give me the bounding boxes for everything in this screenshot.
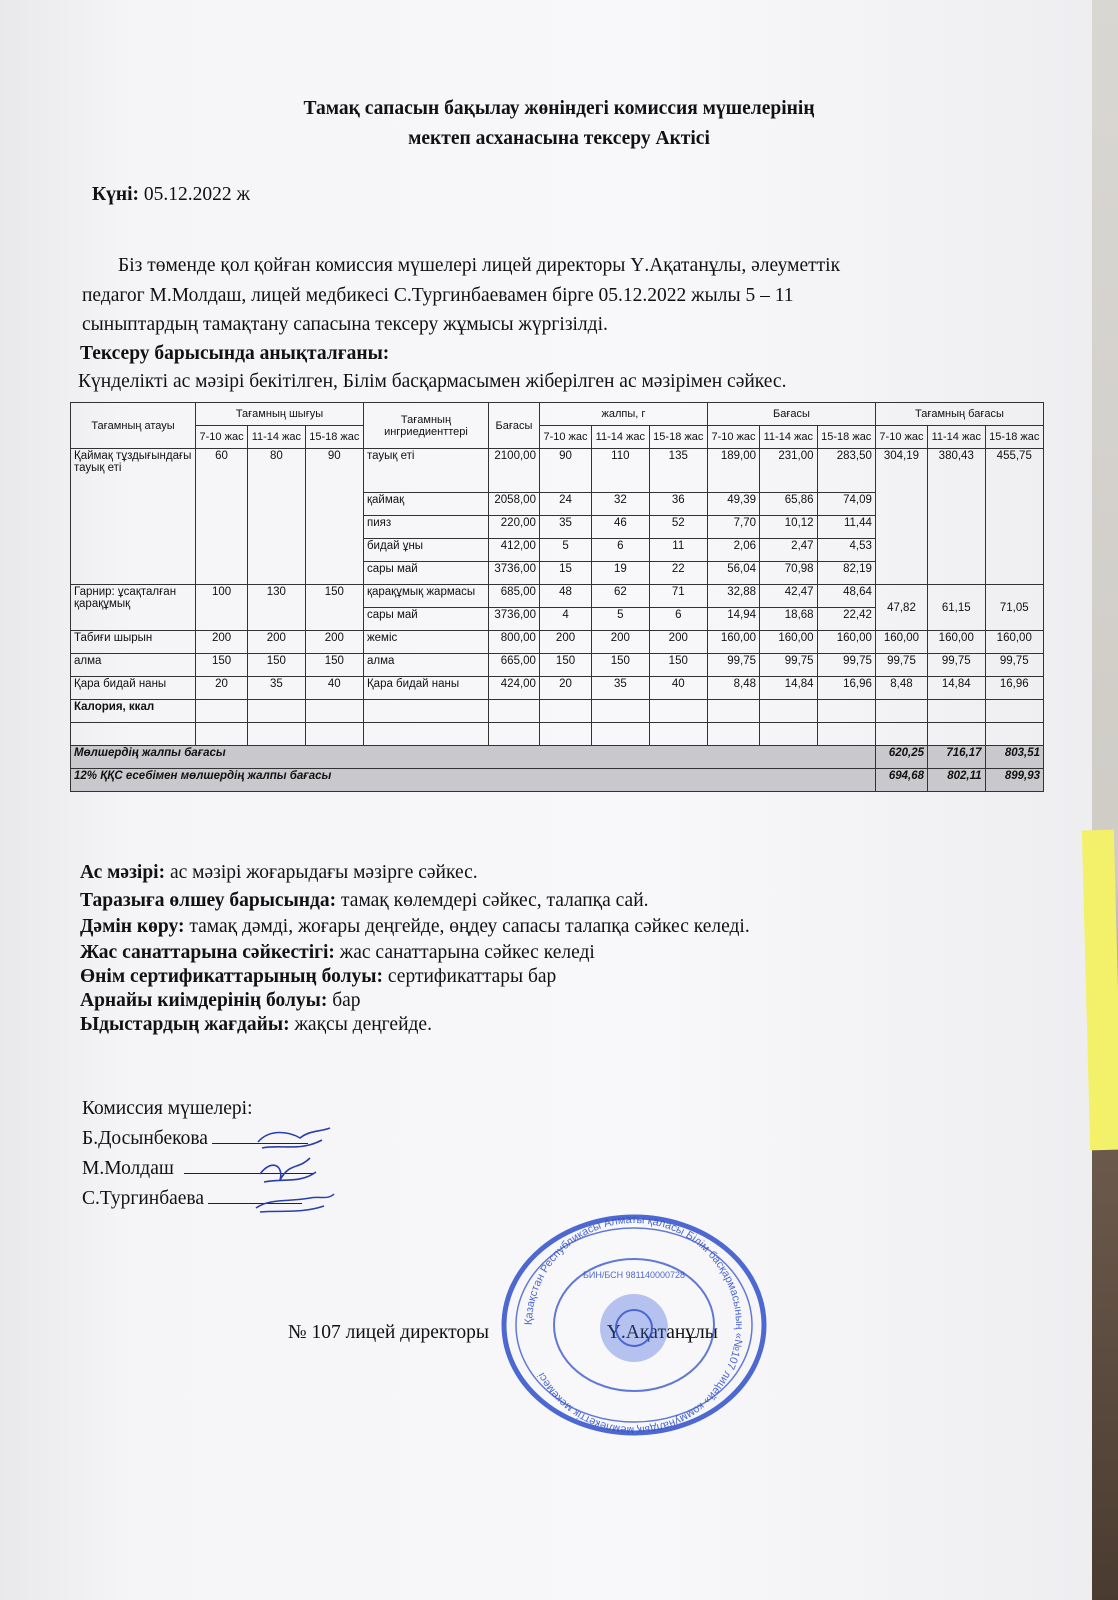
dish-name: Қара бидай наны (71, 677, 196, 700)
header-total-grams: жалпы, г (539, 403, 707, 426)
cost-value: 160,00 (760, 631, 818, 654)
cost-value: 49,39 (707, 493, 759, 516)
stamp-id: БИН/БСН 981140000728 (582, 1270, 686, 1280)
output-value: 200 (305, 631, 363, 654)
check-label: Өнім сертификаттарының болуы: (80, 966, 384, 987)
doc-title-line2: мектеп асханасына тексеру Актісі (408, 128, 710, 149)
age-col: 7-10 жас (539, 426, 591, 449)
check-item (80, 890, 649, 912)
gram-value: 24 (539, 493, 591, 516)
cost-value: 2,06 (707, 539, 759, 562)
cost-value: 82,19 (817, 562, 875, 585)
check-value: жақсы деңгейде. (289, 1014, 432, 1035)
gram-value: 20 (539, 677, 591, 700)
gram-value: 150 (539, 654, 591, 677)
gram-value: 200 (649, 631, 707, 654)
cost-value: 22,42 (817, 608, 875, 631)
cost-value: 42,47 (760, 585, 818, 608)
output-value: 150 (305, 585, 363, 631)
output-value: 90 (305, 449, 363, 585)
dish-price-value: 99,75 (985, 654, 1043, 677)
check-value: жас санаттарына сәйкес келеді (334, 942, 595, 963)
dish-price-value: 16,96 (985, 677, 1043, 700)
check-item (80, 862, 478, 884)
total-value: 803,51 (985, 746, 1043, 769)
cost-value: 231,00 (760, 449, 818, 493)
ingredient: бидай ұны (363, 539, 488, 562)
age-col: 15-18 жас (817, 426, 875, 449)
dish-name: Табиғи шырын (71, 631, 196, 654)
signature-scribbles (250, 1118, 340, 1228)
date-value: 05.12.2022 ж (143, 184, 251, 205)
age-col: 15-18 жас (985, 426, 1043, 449)
cost-value: 283,50 (817, 449, 875, 493)
gram-value: 90 (539, 449, 591, 493)
table-row (71, 654, 1044, 677)
dish-price-value: 160,00 (985, 631, 1043, 654)
vat-value: 694,68 (875, 769, 927, 792)
price-value: 685,00 (488, 585, 539, 608)
ingredient: пияз (363, 516, 488, 539)
check-value: тамақ дәмді, жоғары деңгейде, өңдеу сапасы талапқа сәйкес келеді. (184, 916, 750, 937)
gram-value: 5 (539, 539, 591, 562)
table-row (71, 700, 1044, 723)
gram-value: 110 (592, 449, 650, 493)
table-row (71, 449, 1044, 493)
dish-price-value: 160,00 (875, 631, 927, 654)
cost-value: 7,70 (707, 516, 759, 539)
header-dish-price: Тағамның бағасы (875, 403, 1043, 426)
gram-value: 15 (539, 562, 591, 585)
cost-value: 70,98 (760, 562, 818, 585)
age-col: 11-14 жас (760, 426, 818, 449)
ingredient: тауық еті (363, 449, 488, 493)
check-item (80, 1014, 432, 1036)
vat-row (71, 769, 1044, 792)
gram-value: 32 (592, 493, 650, 516)
total-row (71, 746, 1044, 769)
age-col: 7-10 жас (196, 426, 248, 449)
stamp-ring-text: Қазақстан Республикасы Алматы қаласы Білім басқармасының «№107 лицей» коммуналдық мемлекеттік мекемесі (522, 1213, 746, 1437)
age-col: 7-10 жас (707, 426, 759, 449)
price-value: 412,00 (488, 539, 539, 562)
ingredient: жеміс (363, 631, 488, 654)
commission-heading: Комиссия мүшелері: (82, 1098, 253, 1119)
member-name: Б.Досынбекова (82, 1128, 208, 1149)
cost-value: 4,53 (817, 539, 875, 562)
output-value: 200 (248, 631, 306, 654)
header-output: Тағамның шығуы (196, 403, 364, 426)
dish-price-value: 99,75 (875, 654, 927, 677)
price-value: 665,00 (488, 654, 539, 677)
ingredient: Қара бидай наны (363, 677, 488, 700)
dish-price-value: 455,75 (985, 449, 1043, 585)
finding-text: Күнделікті ас мәзірі бекітілген, Білім басқармасымен жіберілген ас мәзірімен сәйкес. (78, 371, 787, 392)
cost-value: 32,88 (707, 585, 759, 608)
doc-title-line1: Тамақ сапасын бақылау жөніндегі комиссия мүшелерінің (303, 98, 815, 119)
price-value: 2100,00 (488, 449, 539, 493)
age-col: 15-18 жас (305, 426, 363, 449)
finding-heading: Тексеру барысында анықталғаны: (80, 343, 390, 364)
gram-value: 6 (592, 539, 650, 562)
age-col: 15-18 жас (649, 426, 707, 449)
check-label: Арнайы киімдерінің болуы: (80, 990, 328, 1011)
gram-value: 71 (649, 585, 707, 608)
gram-value: 35 (592, 677, 650, 700)
calorie-label: Калория, ккал (71, 700, 196, 723)
age-col: 7-10 жас (875, 426, 927, 449)
check-label: Ас мәзірі: (80, 862, 166, 883)
header-ingredients: Тағамның ингриедиенттері (363, 403, 488, 449)
menu-table (70, 402, 1044, 792)
gram-value: 135 (649, 449, 707, 493)
gram-value: 62 (592, 585, 650, 608)
header-cost: Бағасы (707, 403, 875, 426)
gram-value: 48 (539, 585, 591, 608)
date-line (92, 184, 250, 206)
dish-name: Гарнир: ұсақталған қарақұмық (71, 585, 196, 631)
dish-price-value: 47,82 (875, 585, 927, 631)
director-name: Ү.Ақатанұлы (606, 1322, 718, 1343)
gram-value: 6 (649, 608, 707, 631)
age-col: 11-14 жас (248, 426, 306, 449)
intro-line2: педагог М.Молдаш, лицей медбикесі С.Тургинбаевамен бірге 05.12.2022 жылы 5 – 11 (82, 285, 794, 306)
gram-value: 5 (592, 608, 650, 631)
check-value: ас мәзірі жоғарыдағы мәзірге сәйкес. (165, 862, 478, 883)
cost-value: 65,86 (760, 493, 818, 516)
table-row (71, 631, 1044, 654)
gram-value: 11 (649, 539, 707, 562)
output-value: 60 (196, 449, 248, 585)
gram-value: 46 (592, 516, 650, 539)
dish-price-value: 61,15 (928, 585, 986, 631)
member-name: М.Молдаш (82, 1158, 174, 1179)
header-dish-name: Тағамның атауы (71, 403, 196, 449)
cost-value: 99,75 (707, 654, 759, 677)
cost-value: 11,44 (817, 516, 875, 539)
output-value: 200 (196, 631, 248, 654)
total-label: Мөлшердің жалпы бағасы (71, 746, 876, 769)
output-value: 150 (196, 654, 248, 677)
output-value: 150 (305, 654, 363, 677)
price-value: 424,00 (488, 677, 539, 700)
check-label: Дәмін көру: (80, 916, 185, 937)
output-value: 80 (248, 449, 306, 585)
ingredient: алма (363, 654, 488, 677)
gram-value: 19 (592, 562, 650, 585)
dish-price-value: 304,19 (875, 449, 927, 585)
output-value: 35 (248, 677, 306, 700)
check-value: бар (327, 990, 361, 1011)
price-value: 3736,00 (488, 562, 539, 585)
output-value: 40 (305, 677, 363, 700)
check-item (80, 916, 750, 938)
ingredient: қарақұмық жармасы (363, 585, 488, 608)
dish-price-value: 8,48 (875, 677, 927, 700)
gram-value: 35 (539, 516, 591, 539)
cost-value: 160,00 (817, 631, 875, 654)
cost-value: 189,00 (707, 449, 759, 493)
cost-value: 2,47 (760, 539, 818, 562)
output-value: 100 (196, 585, 248, 631)
gram-value: 200 (592, 631, 650, 654)
dish-price-value: 160,00 (928, 631, 986, 654)
check-value: сертификаттары бар (383, 966, 557, 987)
price-value: 220,00 (488, 516, 539, 539)
cost-value: 160,00 (707, 631, 759, 654)
dish-price-value: 14,84 (928, 677, 986, 700)
cost-value: 56,04 (707, 562, 759, 585)
table-surface (1092, 0, 1118, 1600)
check-label: Ыдыстардың жағдайы: (80, 1014, 290, 1035)
cost-value: 18,68 (760, 608, 818, 631)
cost-value: 10,12 (760, 516, 818, 539)
age-col: 11-14 жас (928, 426, 986, 449)
output-value: 130 (248, 585, 306, 631)
table-row (71, 723, 1044, 746)
cost-value: 74,09 (817, 493, 875, 516)
official-stamp (484, 1210, 784, 1440)
cost-value: 99,75 (760, 654, 818, 677)
price-value: 3736,00 (488, 608, 539, 631)
check-label: Таразыға өлшеу барысында: (80, 890, 337, 911)
table-header-row (71, 403, 1044, 426)
gram-value: 36 (649, 493, 707, 516)
vat-label: 12% ҚҚС есебімен мөлшердің жалпы бағасы (71, 769, 876, 792)
cost-value: 8,48 (707, 677, 759, 700)
check-item (80, 966, 556, 988)
cost-value: 14,94 (707, 608, 759, 631)
vat-value: 802,11 (928, 769, 986, 792)
dish-name: Қаймақ тұздығындағы тауық еті (71, 449, 196, 585)
gram-value: 150 (592, 654, 650, 677)
age-col: 11-14 жас (592, 426, 650, 449)
total-value: 716,17 (928, 746, 986, 769)
output-value: 150 (248, 654, 306, 677)
header-price: Бағасы (488, 403, 539, 449)
dish-price-value: 99,75 (928, 654, 986, 677)
gram-value: 200 (539, 631, 591, 654)
gram-value: 52 (649, 516, 707, 539)
gram-value: 40 (649, 677, 707, 700)
price-value: 800,00 (488, 631, 539, 654)
price-value: 2058,00 (488, 493, 539, 516)
cost-value: 14,84 (760, 677, 818, 700)
dish-price-value: 71,05 (985, 585, 1043, 631)
table-row (71, 677, 1044, 700)
cost-value: 16,96 (817, 677, 875, 700)
cost-value: 48,64 (817, 585, 875, 608)
ingredient: қаймақ (363, 493, 488, 516)
gram-value: 150 (649, 654, 707, 677)
check-label: Жас санаттарына сәйкестігі: (80, 942, 335, 963)
ingredient: сары май (363, 608, 488, 631)
intro-line1: Біз төменде қол қойған комиссия мүшелері лицей директоры Ү.Ақатанұлы, әлеуметтік (118, 255, 841, 276)
gram-value: 4 (539, 608, 591, 631)
cost-value: 99,75 (817, 654, 875, 677)
dish-price-value: 380,43 (928, 449, 986, 585)
table-row (71, 585, 1044, 608)
check-value: тамақ көлемдері сәйкес, талапқа сай. (336, 890, 649, 911)
vat-value: 899,93 (985, 769, 1043, 792)
ingredient: сары май (363, 562, 488, 585)
dish-name: алма (71, 654, 196, 677)
table-subheader-row (71, 426, 1044, 449)
date-label: Күні: (92, 184, 140, 205)
director-title: № 107 лицей директоры (288, 1322, 490, 1343)
gram-value: 22 (649, 562, 707, 585)
output-value: 20 (196, 677, 248, 700)
total-value: 620,25 (875, 746, 927, 769)
check-item (80, 990, 361, 1012)
intro-line3: сыныптардың тамақтану сапасына тексеру жұмысы жүргізілді. (82, 314, 608, 335)
member-name: С.Тургинбаева (82, 1188, 205, 1209)
check-item (80, 942, 595, 964)
